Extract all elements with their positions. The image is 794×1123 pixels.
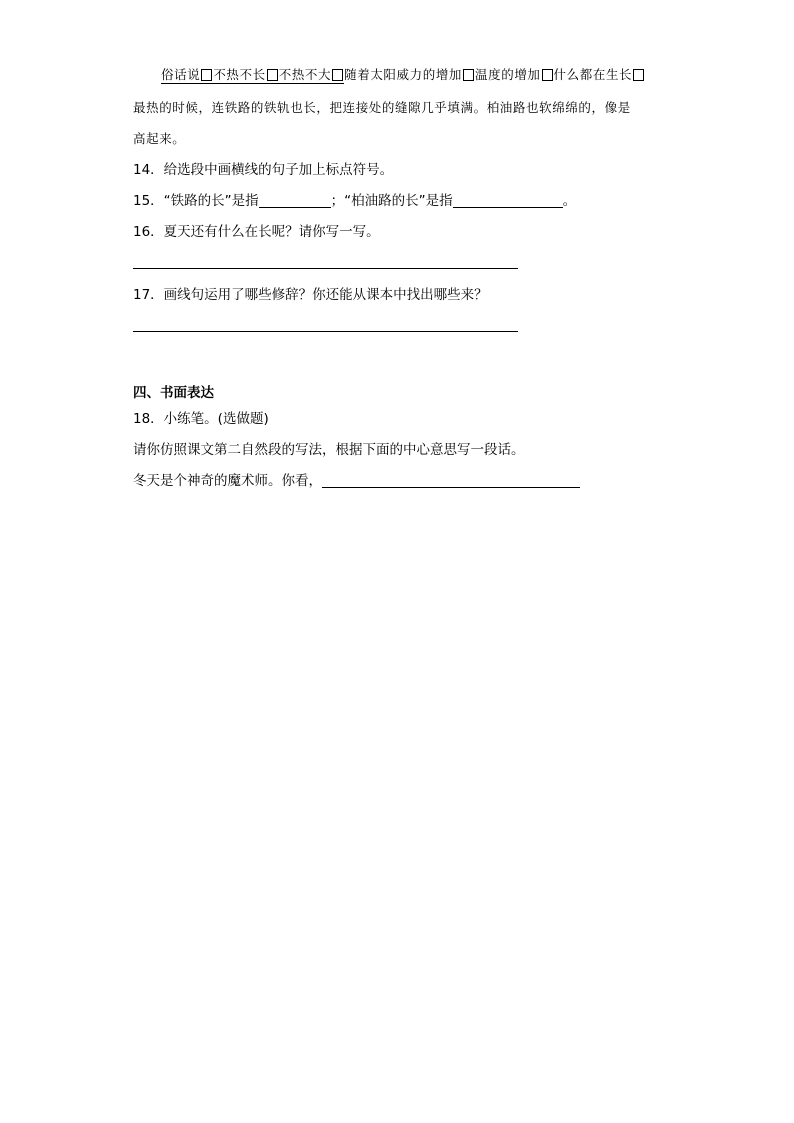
passage-line-2: 最热的时候，连铁路的铁轨也长，把连接处的缝隙几乎填满。柏油路也软绵绵的，像是 — [133, 100, 631, 115]
punctuation-box — [267, 69, 278, 81]
answer-line-17[interactable] — [133, 331, 518, 332]
punctuation-box — [463, 69, 474, 81]
punctuation-box — [633, 69, 644, 81]
question-16: 16．夏天还有什么在长呢？请你写一写。 — [133, 224, 380, 240]
answer-blank-railway[interactable] — [259, 193, 331, 208]
answer-blank-18[interactable] — [322, 473, 580, 488]
question-15: 15．“铁路的长”是指 ；“柏油路的长”是指 。 — [133, 193, 577, 209]
writing-prompt: 冬天是个神奇的魔术师。你看， — [133, 472, 580, 490]
answer-blank-asphalt[interactable] — [453, 193, 563, 208]
section-heading: 四、书面表达 — [133, 385, 214, 401]
question-17: 17．画线句运用了哪些修辞？你还能从课本中找出哪些来？ — [133, 287, 488, 303]
question-14: 14．给选段中画横线的句子加上标点符号。 — [133, 162, 394, 178]
punctuation-box — [201, 69, 212, 81]
passage-line-3: 高起来。 — [133, 131, 186, 146]
answer-line-16[interactable] — [133, 268, 518, 269]
question-18: 18．小练笔。(选做题) — [133, 411, 269, 427]
punctuation-box — [542, 69, 553, 81]
writing-instruction: 请你仿照课文第二自然段的写法，根据下面的中心意思写一段话。 — [133, 442, 525, 458]
underlined-sentence: 俗话说 不热不长 不热不大 — [161, 67, 344, 84]
punctuation-box — [332, 69, 343, 81]
passage-line-1: 俗话说 不热不长 不热不大 随着太阳威力的增加 温度的增加 什么都在生长 — [161, 66, 645, 84]
